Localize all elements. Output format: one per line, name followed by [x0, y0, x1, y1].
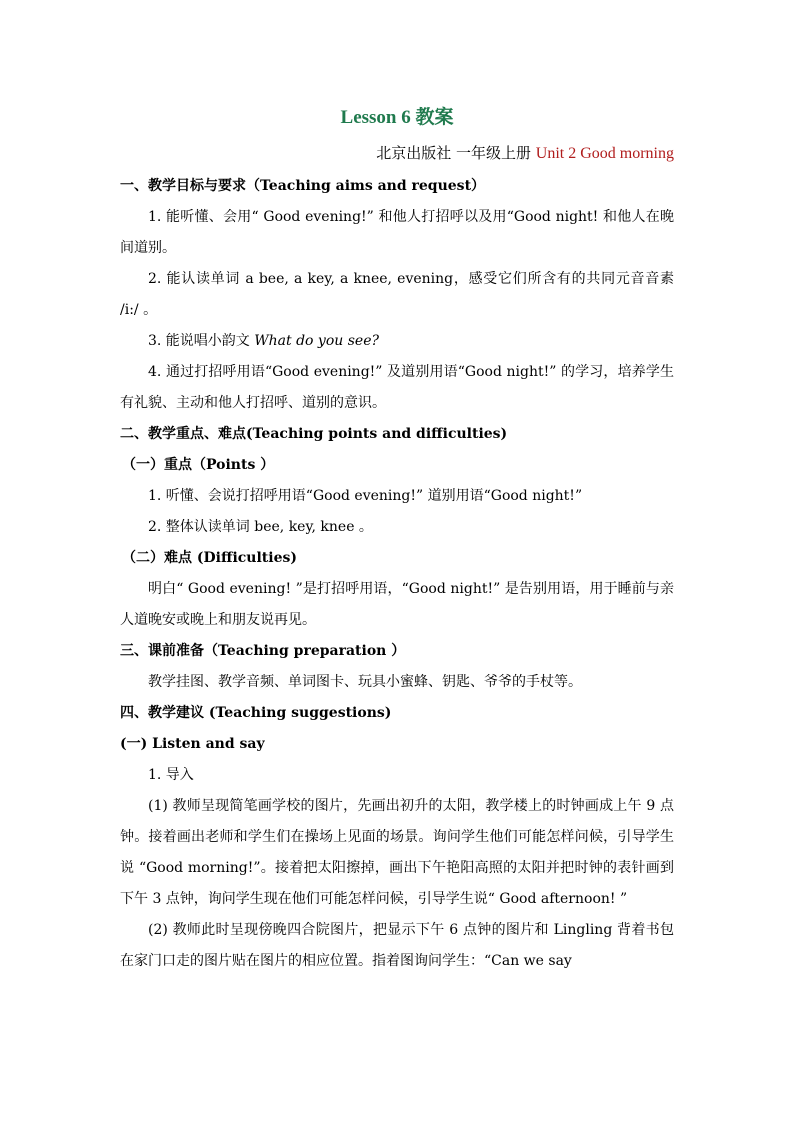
step-1-intro: 1. 导入	[148, 767, 194, 783]
document-subtitle	[120, 136, 674, 171]
section-1-heading: 一、教学目标与要求（Teaching aims and request）	[120, 178, 486, 194]
section-3-heading: 三、课前准备（Teaching preparation ）	[120, 643, 406, 659]
aim-item-2: 2. 能认读单词 a bee, a key, a knee, evening，感受它们所含有的共同元音音素 /i:/ 。	[120, 271, 674, 318]
aim-item-3-text: 3. 能说唱小韵文	[148, 333, 255, 349]
unit-text: Unit 2 Good morning	[535, 145, 674, 162]
suggestion-paragraph-2: (2) 教师此时呈现傍晚四合院图片，把显示下午 6 点钟的图片和 Lingling 背着书包在家门口走的图片贴在图片的相应位置。指着图询问学生：“Can we say	[120, 922, 674, 969]
section-2-heading: 二、教学重点、难点(Teaching points and difficulties)	[120, 426, 508, 442]
publisher-text: 北京出版社 一年级上册	[376, 144, 536, 162]
aim-item-3-rhyme-title: What do you see?	[254, 333, 380, 349]
aim-item-1: 1. 能听懂、会用“ Good evening!” 和他人打招呼以及用“Good night! 和他人在晚间道别。	[120, 209, 674, 256]
suggestion-paragraph-1: (1) 教师呈现简笔画学校的图片，先画出初升的太阳，教学楼上的时钟画成上午 9 点钟。接着画出老师和学生们在操场上见面的场景。询问学生他们可能怎样问候，引导学生说 “Good morning!”。接着把太阳擦掉，画出下午艳阳高照的太阳并把时钟的表针画到下午 3 点钟，询问学生现在他们可能怎样问候，引导学生说“ Good afternoon! ”	[120, 798, 674, 907]
difficulties-text: 明白“ Good evening! ”是打招呼用语，“Good night!” 是告别用语，用于睡前与亲人道晚安或晚上和朋友说再见。	[120, 581, 674, 628]
listen-and-say-heading: (一) Listen and say	[120, 736, 265, 752]
aim-item-3	[120, 326, 674, 357]
document-title: Lesson 6 教案	[340, 107, 454, 128]
point-item-1: 1. 听懂、会说打招呼用语“Good evening!” 道别用语“Good night!”	[148, 488, 583, 504]
aim-item-4: 4. 通过打招呼用语“Good evening!” 及道别用语“Good night!” 的学习，培养学生有礼貌、主动和他人打招呼、道别的意识。	[120, 364, 674, 411]
section-4-heading: 四、教学建议 (Teaching suggestions)	[120, 705, 392, 721]
document-body	[120, 100, 674, 977]
preparation-text: 教学挂图、教学音频、单词图卡、玩具小蜜蜂、钥匙、爷爷的手杖等。	[148, 674, 582, 690]
point-item-2: 2. 整体认读单词 bee, key, knee 。	[148, 519, 373, 535]
points-heading: （一）重点（Points ）	[122, 457, 275, 473]
difficulties-heading: （二）难点 (Difficulties)	[122, 550, 297, 566]
